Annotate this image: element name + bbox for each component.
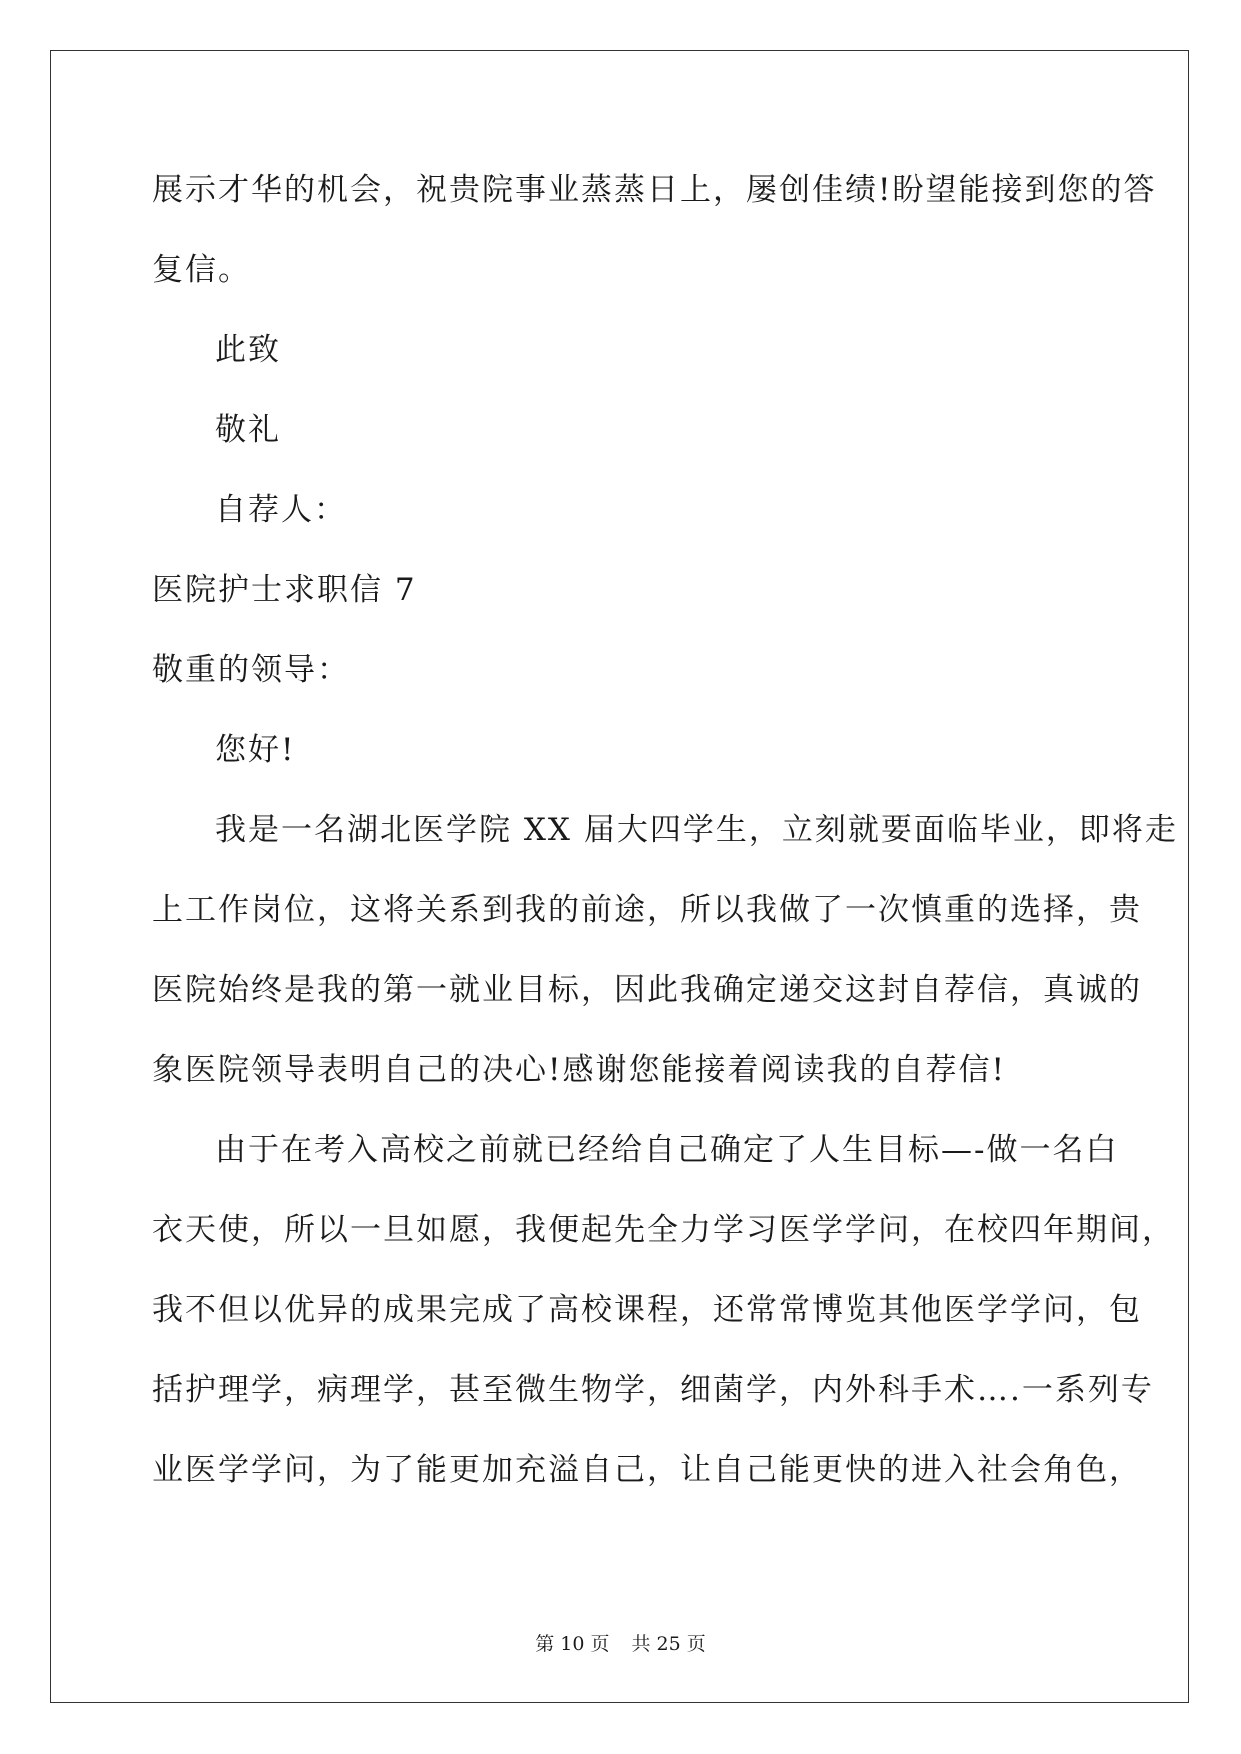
text-line-1: 展示才华的机会，祝贵院事业蒸蒸日上，屡创佳绩!盼望能接到您的答 (152, 172, 1157, 208)
paragraph-1-line-2: 上工作岗位，这将关系到我的前途，所以我做了一次慎重的选择，贵 (152, 892, 1142, 928)
greeting-recipient: 敬重的领导： (152, 652, 350, 688)
paragraph-2-line-4: 括护理学，病理学，甚至微生物学，细菌学，内外科手术….一系列专 (152, 1372, 1154, 1408)
page-number: 第 10 页 (535, 1633, 610, 1655)
paragraph-2-line-3: 我不但以优异的成果完成了高校课程，还常常博览其他医学学问，包 (152, 1292, 1142, 1328)
greeting-hello: 您好! (215, 732, 296, 768)
page-footer (0, 1632, 1241, 1656)
text-line-2: 复信。 (152, 252, 251, 288)
paragraph-2-line-2: 衣天使，所以一旦如愿，我便起先全力学习医学学问，在校四年期间， (152, 1212, 1175, 1248)
page-total: 共 25 页 (631, 1633, 706, 1655)
paragraph-2-line-1: 由于在考入高校之前就已经给自己确定了人生目标—-做一名白 (215, 1132, 1119, 1168)
paragraph-2-line-5: 业医学学问，为了能更加充溢自己，让自己能更快的进入社会角色， (152, 1452, 1142, 1488)
paragraph-1-line-4: 象医院领导表明自己的决心!感谢您能接着阅读我的自荐信! (152, 1052, 1006, 1088)
paragraph-1-line-3: 医院始终是我的第一就业目标，因此我确定递交这封自荐信，真诚的 (152, 972, 1142, 1008)
paragraph-1-line-1: 我是一名湖北医学院 XX 届大四学生，立刻就要面临毕业，即将走 (215, 812, 1178, 848)
signature-label: 自荐人： (215, 492, 347, 528)
section-title: 医院护士求职信 7 (152, 572, 417, 608)
closing-salutation: 此致 (215, 332, 281, 368)
closing-regards: 敬礼 (215, 412, 281, 448)
